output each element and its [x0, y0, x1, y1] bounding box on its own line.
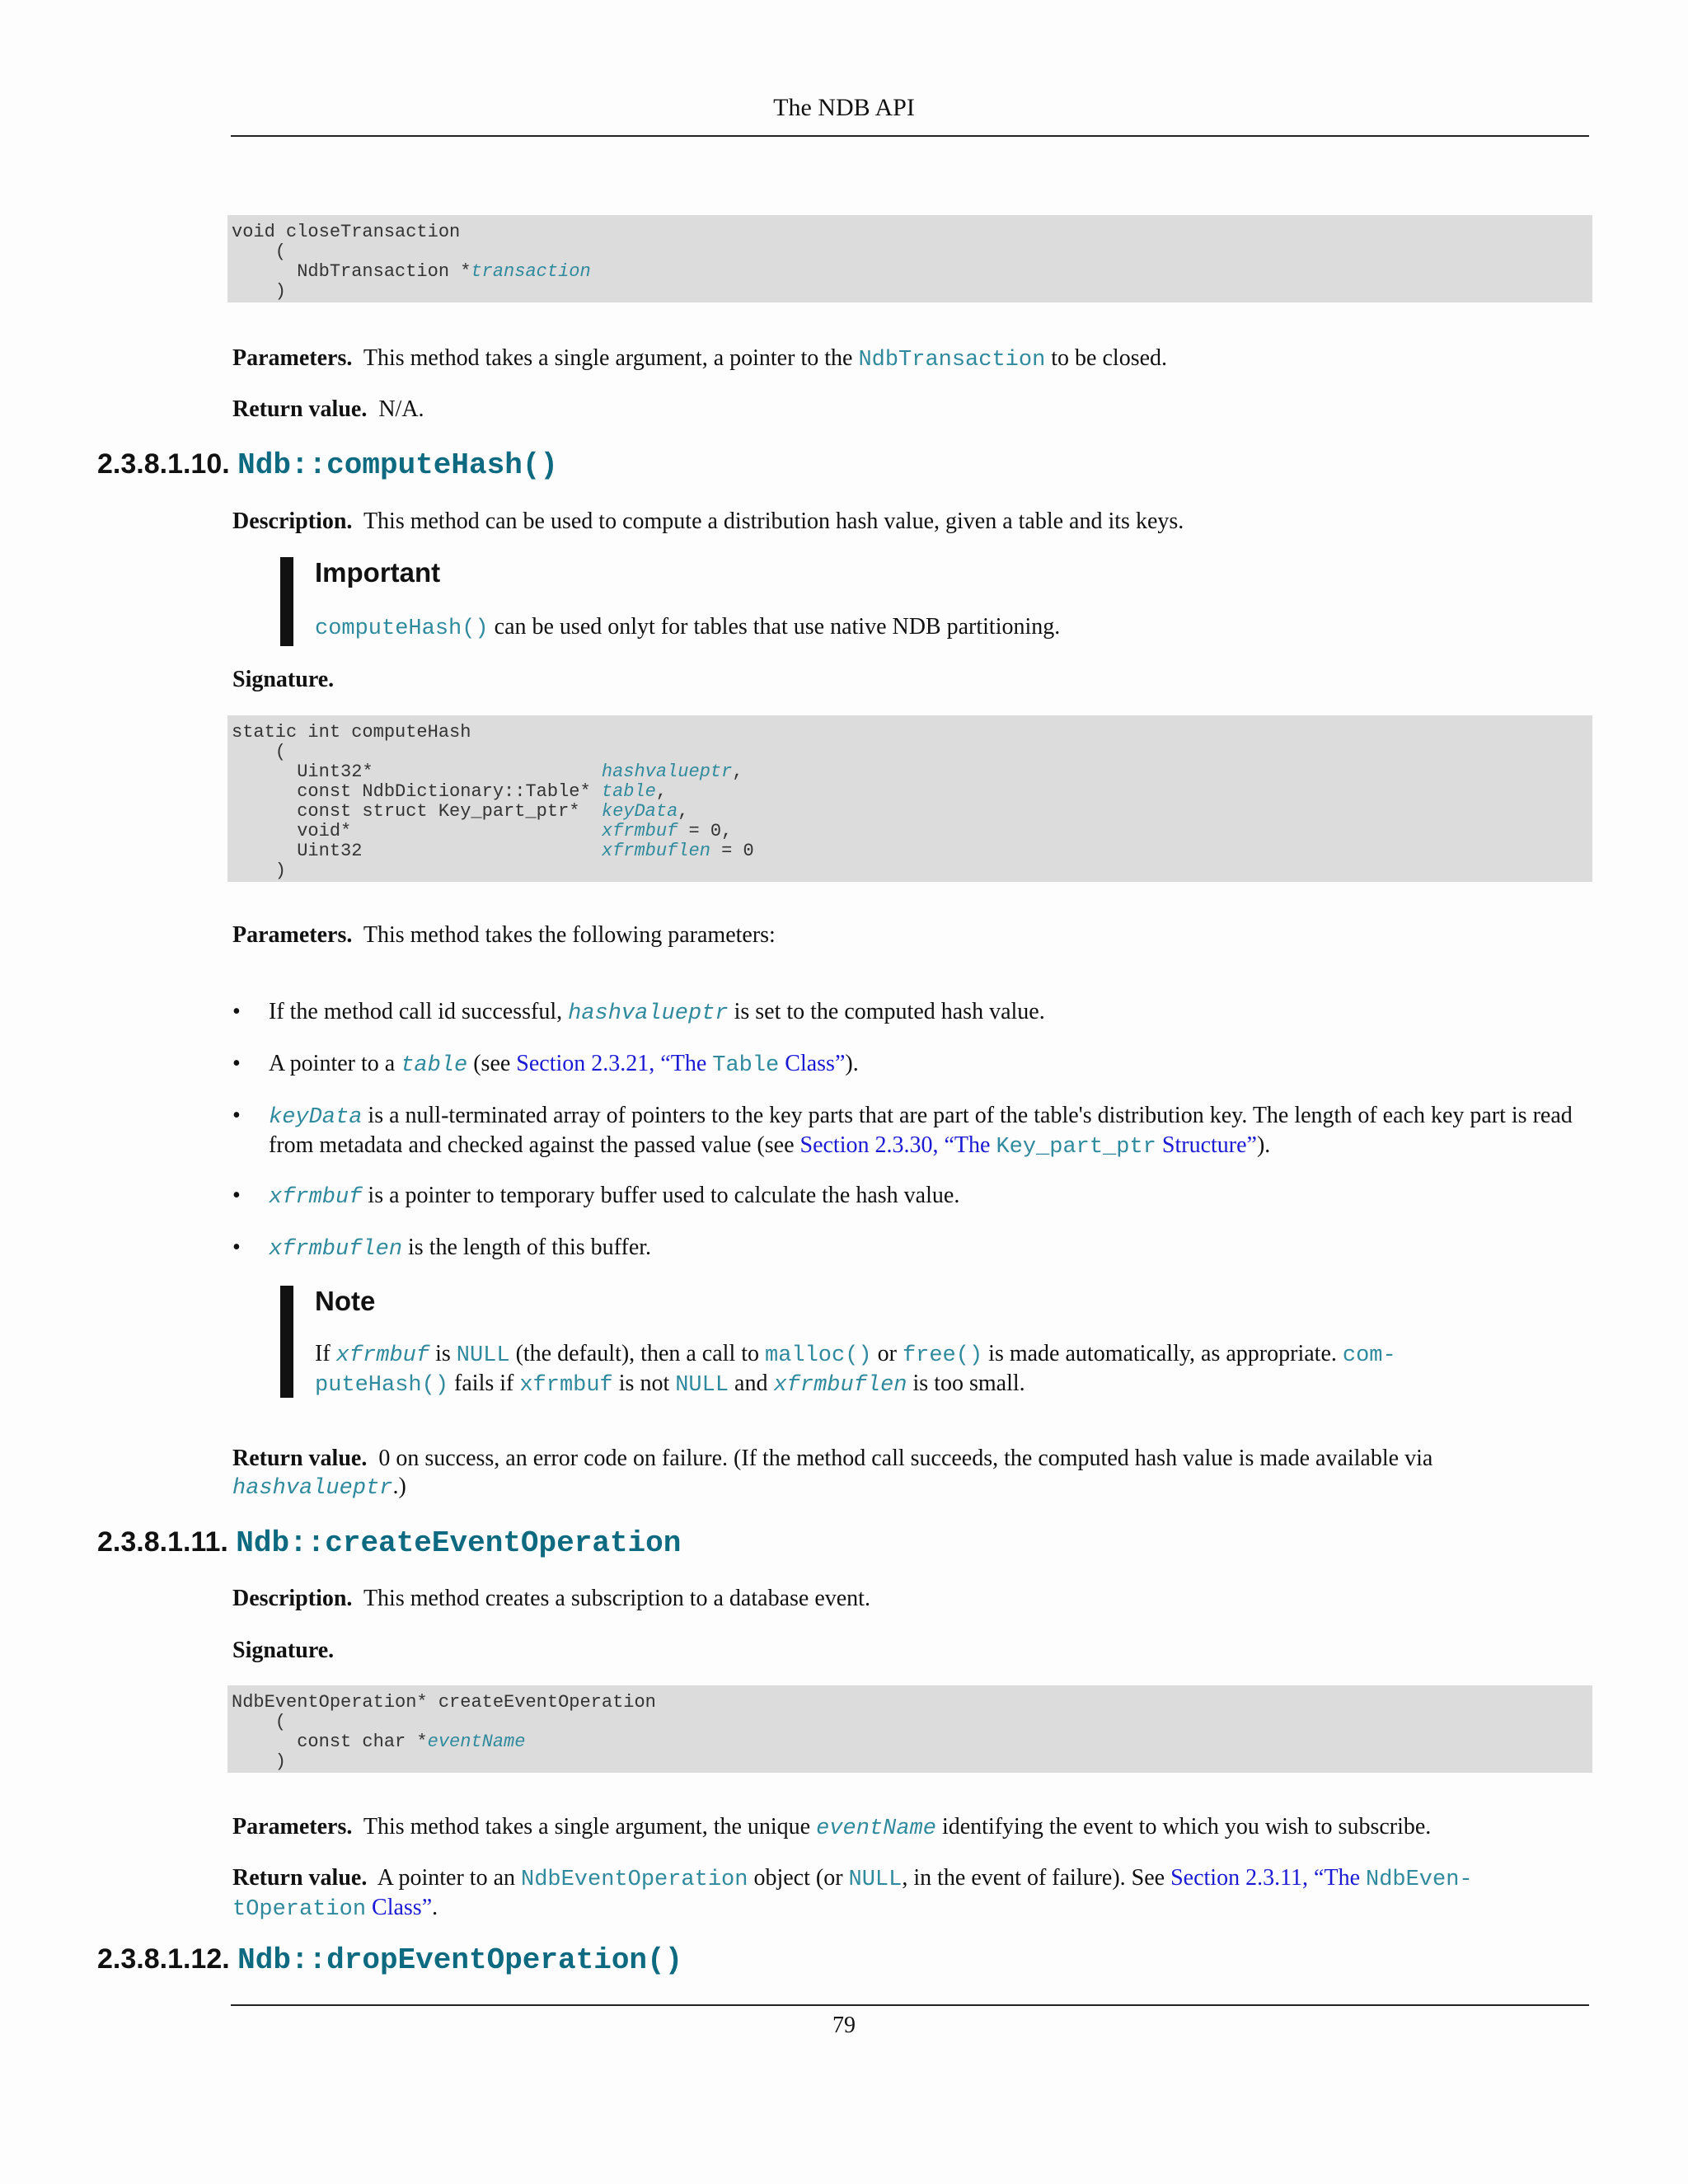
compute-hash-description: Description. This method can be used to compute a distribution hash value, given a table and its keys. [232, 509, 1184, 534]
create-event-operation-signature-label: Signature. [232, 1638, 335, 1663]
code-block-compute-hash: static int computeHash ( Uint32* hashvalueptr, const NdbDictionary::Table* table, const struct Key_part_ptr* keyData, void* xfrmbuf = 0, Uint32 xfrmbuflen = 0 ) [227, 715, 1592, 882]
important-title: Important [315, 557, 441, 588]
compute-hash-parameters: Parameters. This method takes the following parameters: [232, 922, 776, 948]
create-event-operation-description: Description. This method creates a subscription to a database event. [232, 1586, 870, 1611]
create-event-operation-parameters: Parameters. This method takes a single argument, the unique eventName identifying the event to which you wish to subscribe. [232, 1814, 1432, 1841]
note-body: If xfrmbuf is NULL (the default), then a call to malloc() or free() is made automatically, as appropriate. com- puteHash() fails if xfrmbuf is not NULL and xfrmbuflen is too small. [315, 1341, 1396, 1398]
important-admonition [280, 557, 1582, 648]
section-heading-create-event-operation: 2.3.8.1.11. Ndb::createEventOperation [97, 1526, 682, 1560]
link-table-class[interactable]: Section 2.3.21, “The Table Class” [516, 1051, 846, 1078]
link-key-part-ptr-structure[interactable]: Section 2.3.30, “The Key_part_ptr Structure” [799, 1132, 1257, 1160]
close-transaction-return: Return value. N/A. [232, 396, 424, 422]
running-header: The NDB API [773, 94, 915, 121]
important-body: computeHash() can be used onlyt for tables that use native NDB partitioning. [315, 614, 1061, 641]
page-number: 79 [832, 2013, 856, 2038]
close-transaction-parameters: Parameters. This method takes a single argument, a pointer to the NdbTransaction to be closed. [232, 345, 1168, 373]
header-rule [231, 135, 1589, 137]
admonition-bar [280, 1286, 293, 1398]
section-heading-drop-event-operation: 2.3.8.1.12. Ndb::dropEventOperation() [97, 1943, 683, 1977]
create-event-operation-return: Return value. A pointer to an NdbEventOperation object (or NULL, in the event of failure). See Section 2.3.11, “The NdbEven- tOperation Class”. [232, 1865, 1473, 1922]
code-block-create-event-operation: NdbEventOperation* createEventOperation ( const char *eventName ) [227, 1685, 1592, 1773]
code-block-close-transaction: void closeTransaction ( NdbTransaction *transaction ) [227, 215, 1592, 302]
footer-rule [231, 2004, 1589, 2006]
compute-hash-signature-label: Signature. [232, 667, 335, 692]
note-admonition [280, 1286, 1582, 1401]
section-heading-compute-hash: 2.3.8.1.10. Ndb::computeHash() [97, 448, 559, 482]
link-ndb-event-operation-class[interactable]: Section 2.3.11, “The NdbEven- tOperation Class” [232, 1865, 1473, 1922]
compute-hash-return: Return value. 0 on success, an error code on failure. (If the method call succeeds, the computed hash value is made available via hashvalueptr.) [232, 1446, 1433, 1501]
admonition-bar [280, 557, 293, 646]
note-title: Note [315, 1286, 376, 1316]
